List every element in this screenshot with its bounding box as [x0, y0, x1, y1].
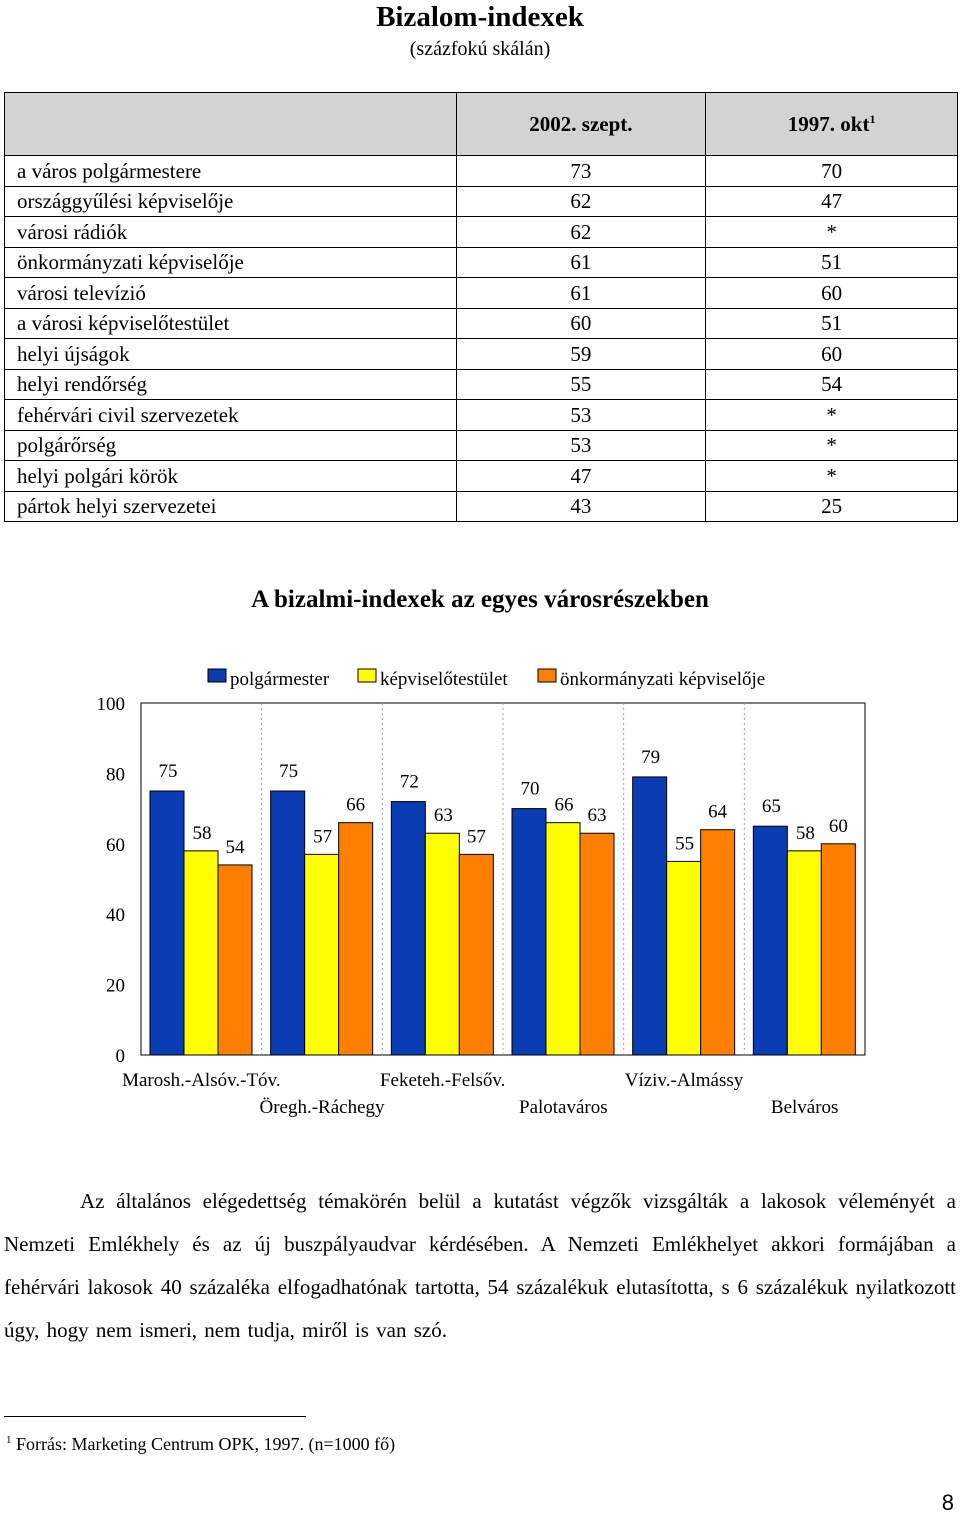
row-value-1997: 70: [706, 156, 958, 187]
table-header-2002: 2002. szept.: [456, 93, 706, 156]
row-label: helyi polgári körök: [5, 461, 457, 492]
row-value-1997: 25: [706, 491, 958, 522]
table-row: [5, 491, 958, 522]
data-label: 57: [313, 826, 333, 848]
row-label: városi televízió: [5, 278, 457, 309]
data-label: 57: [466, 826, 486, 848]
y-tick-label: 20: [106, 975, 125, 997]
row-value-2002: 55: [456, 369, 706, 400]
table-row: [5, 461, 958, 492]
row-value-1997: *: [706, 430, 958, 461]
row-value-1997: 51: [706, 247, 958, 278]
district-trust-bar-chart: [0, 640, 960, 1120]
bar-polgármester: [271, 791, 305, 1055]
table-row: [5, 308, 958, 339]
legend-swatch: [358, 669, 376, 682]
table-row: [5, 339, 958, 370]
row-value-1997: *: [706, 400, 958, 431]
y-tick-label: 40: [106, 905, 125, 927]
data-label: 75: [158, 761, 178, 782]
table-row: [5, 217, 958, 248]
row-label: önkormányzati képviselője: [5, 247, 457, 278]
data-label: 70: [520, 778, 540, 800]
footnote: [6, 1428, 395, 1456]
data-label: 63: [433, 805, 453, 827]
x-category-label: Belváros: [770, 1097, 839, 1118]
page-subtitle: (százfokú skálán): [409, 38, 551, 60]
chart-title: A bizalmi-indexek az egyes városrészekben: [251, 586, 709, 613]
table-row: [5, 156, 958, 187]
row-value-2002: 62: [456, 186, 706, 217]
row-value-2002: 53: [456, 400, 706, 431]
row-value-1997: 60: [706, 278, 958, 309]
bar-képviselőtestület: [787, 851, 821, 1055]
x-category-label: Feketeh.-Felsőv.: [379, 1070, 506, 1091]
y-tick-label: 80: [106, 764, 125, 786]
row-value-1997: 47: [706, 186, 958, 217]
page-number: 8: [941, 1490, 954, 1515]
row-label: fehérvári civil szervezetek: [5, 400, 457, 431]
data-label: 66: [554, 794, 574, 816]
row-value-2002: 60: [456, 308, 706, 339]
row-value-2002: 43: [456, 491, 706, 522]
data-label: 54: [225, 836, 245, 858]
legend-swatch: [538, 669, 556, 682]
data-label: 66: [346, 794, 366, 816]
footnote-ref: 1: [869, 112, 876, 126]
footnote-mark: 1: [6, 1434, 12, 1446]
legend-swatch: [208, 669, 226, 682]
table-row: [5, 186, 958, 217]
row-label: pártok helyi szervezetei: [5, 491, 457, 522]
row-value-1997: 54: [706, 369, 958, 400]
table-row: [5, 247, 958, 278]
legend-label: polgármester: [230, 669, 330, 690]
row-label: városi rádiók: [5, 217, 457, 248]
bar-képviselőtestület: [546, 823, 580, 1055]
row-label: a városi képviselőtestület: [5, 308, 457, 339]
bar-képviselőtestület: [667, 861, 701, 1055]
table-header-1997: [706, 93, 958, 156]
row-value-2002: 59: [456, 339, 706, 370]
table-header-empty: [5, 93, 457, 156]
y-tick-label: 60: [106, 834, 125, 856]
trust-index-table: [4, 92, 958, 522]
row-value-2002: 62: [456, 217, 706, 248]
y-tick-label: 100: [96, 694, 125, 715]
data-label: 79: [641, 746, 661, 768]
bar-önkormányzati-képviselője: [701, 830, 735, 1055]
data-label: 75: [279, 761, 299, 782]
row-label: polgárőrség: [5, 430, 457, 461]
data-label: 63: [587, 805, 607, 827]
row-value-2002: 47: [456, 461, 706, 492]
bar-képviselőtestület: [425, 833, 459, 1055]
x-category-label: Víziv.-Almássy: [624, 1070, 744, 1091]
row-value-1997: 60: [706, 339, 958, 370]
page-title: Bizalom-indexek: [376, 1, 584, 33]
row-label: helyi rendőrség: [5, 369, 457, 400]
table-row: [5, 369, 958, 400]
data-label: 72: [399, 771, 419, 793]
data-label: 55: [675, 833, 695, 855]
footnote-text: Forrás: Marketing Centrum OPK, 1997. (n=1000 fő): [16, 1434, 396, 1454]
row-value-1997: *: [706, 217, 958, 248]
y-tick-label: 0: [115, 1046, 125, 1067]
row-value-2002: 73: [456, 156, 706, 187]
bar-polgármester: [391, 802, 425, 1055]
row-value-2002: 61: [456, 247, 706, 278]
x-category-label: Öregh.-Ráchegy: [259, 1097, 385, 1118]
row-label: helyi újságok: [5, 339, 457, 370]
legend-label: képviselőtestület: [380, 669, 508, 690]
bar-önkormányzati-képviselője: [339, 823, 373, 1055]
data-label: 64: [708, 801, 728, 823]
legend-label: önkormányzati képviselője: [560, 669, 766, 690]
bar-önkormányzati-képviselője: [459, 854, 493, 1055]
bar-önkormányzati-képviselője: [580, 833, 614, 1055]
bar-polgármester: [512, 809, 546, 1055]
row-label: a város polgármestere: [5, 156, 457, 187]
row-value-2002: 53: [456, 430, 706, 461]
data-label: 60: [828, 815, 848, 837]
data-label: 58: [795, 822, 815, 844]
bar-polgármester: [753, 826, 787, 1055]
row-label: országgyűlési képviselője: [5, 186, 457, 217]
table-row: [5, 278, 958, 309]
table-header-row: [5, 93, 958, 156]
footnote-divider: [4, 1416, 306, 1417]
row-value-2002: 61: [456, 278, 706, 309]
x-category-label: Marosh.-Alsóv.-Tóv.: [122, 1070, 281, 1091]
table-row: [5, 400, 958, 431]
bar-képviselőtestület: [305, 854, 339, 1055]
table-header-1997-label: 1997. okt: [787, 112, 870, 136]
table-row: [5, 430, 958, 461]
bar-önkormányzati-képviselője: [218, 865, 252, 1055]
row-value-1997: *: [706, 461, 958, 492]
x-category-label: Palotaváros: [519, 1097, 608, 1118]
bar-képviselőtestület: [184, 851, 218, 1055]
row-value-1997: 51: [706, 308, 958, 339]
bar-önkormányzati-képviselője: [821, 844, 855, 1055]
bar-polgármester: [150, 791, 184, 1055]
data-label: 65: [761, 796, 781, 818]
bar-polgármester: [633, 777, 667, 1055]
body-paragraph: Az általános elégedettség témakörén belül a kutatást végzők vizsgálták a lakosok véleményét a Nemzeti Emlékhely és az új buszpályaudvar kérdésében. A Nemzeti Emlékhelyet akkori formájában a fehérvári lakosok 40 százaléka elfogadhatónak tartotta, 54 százalékuk elutasította, s 6 százalékuk nyilatkozott úgy, hogy nem ismeri, nem tudja, miről is van szó.: [4, 1189, 956, 1342]
data-label: 58: [192, 822, 212, 844]
